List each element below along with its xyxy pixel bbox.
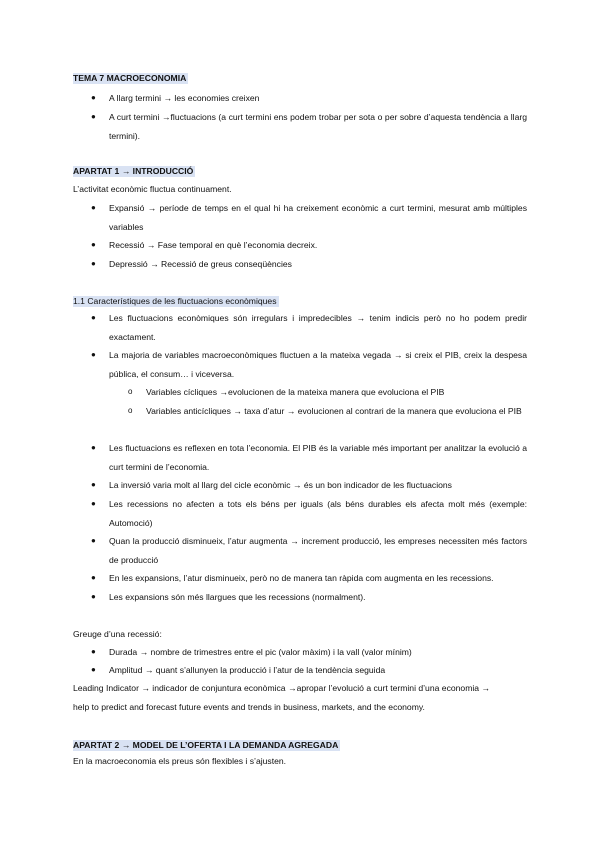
section1-1-sub-bullet-2: Variables anticícliques → taxa d’atur → evolucionen al contrari de la manera que evoluciona el PIB — [146, 406, 522, 416]
intro-bullet-1: A llarg termini → les economies creixen — [109, 93, 260, 103]
bullet-dot: ● — [91, 240, 96, 249]
bullet-dot: ● — [91, 112, 96, 121]
leading-indicator-line-1: Leading Indicator → indicador de conjuntura econòmica →apropar l’evolució a curt termini d’una economia → — [73, 683, 491, 693]
section1-heading: APARTAT 1 → INTRODUCCIÓ — [73, 166, 194, 176]
section2-heading: APARTAT 2 → MODEL DE L’OFERTA I LA DEMANDA AGREGADA — [73, 740, 339, 750]
section1-bullet-3: Depressió → Recessió de greus conseqüències — [109, 259, 292, 269]
intro-bullet-2: A curt termini →fluctuacions (a curt termini ens podem trobar per sota o per sobre d’aquesta tendència a llarg termini). — [109, 112, 527, 141]
bullet-dot: ● — [91, 665, 96, 674]
greuge-bullet-1: Durada → nombre de trimestres entre el pic (valor màxim) i la vall (valor mínim) — [109, 647, 412, 657]
section1-1-bullet-6: Quan la producció disminueix, l’atur augmenta → increment producció, les empreses necessiten més factors de producció — [109, 536, 527, 565]
bullet-dot: ● — [91, 536, 96, 545]
section1-1-bullet-8: Les expansions són més llargues que les recessions (normalment). — [109, 592, 366, 602]
sub-bullet-circle: o — [128, 387, 133, 396]
section1-1-bullet-3: Les fluctuacions es reflexen en tota l’economia. El PIB és la variable més important per analitzar la evolució a curt termini de l’economia. — [109, 443, 527, 472]
sub-bullet-circle: o — [128, 406, 133, 415]
greuge-bullet-2: Amplitud → quant s’allunyen la producció i l’atur de la tendència seguida — [109, 665, 386, 675]
section1-1-bullet-2: La majoria de variables macroeconòmiques fluctuen a la mateixa vegada → si creix el PIB, creix la despesa pública, el consum… i viceversa. — [109, 350, 527, 379]
greuge-heading: Greuge d’una recessió: — [73, 629, 162, 639]
section1-paragraph: L’activitat econòmic fluctua continuament. — [73, 184, 232, 194]
bullet-dot: ● — [91, 93, 96, 102]
section1-1-bullet-7: En les expansions, l’atur disminueix, però no de manera tan ràpida com augmenta en les recessions. — [109, 573, 494, 583]
bullet-dot: ● — [91, 499, 96, 508]
section1-bullet-2: Recessió → Fase temporal en què l’economia decreix. — [109, 240, 318, 250]
section2-paragraph: En la macroeconomia els preus són flexibles i s’ajusten. — [73, 756, 287, 766]
bullet-dot: ● — [91, 313, 96, 322]
section1-1-bullet-4: La inversió varia molt al llarg del cicle econòmic → és un bon indicador de les fluctuacions — [109, 480, 452, 490]
section1-1-heading: 1.1 Característiques de les fluctuacions econòmiques — [73, 296, 277, 306]
section1-1-bullet-1: Les fluctuacions econòmiques són irregulars i impredecibles → tenim indicis però no ho podem predir exactament. — [109, 313, 527, 342]
section1-bullet-1: Expansió → període de temps en el qual hi ha creixement econòmic a curt termini, mesurat amb múltiples variables — [109, 203, 527, 232]
bullet-dot: ● — [91, 647, 96, 656]
bullet-dot: ● — [91, 573, 96, 582]
leading-indicator-line-2: help to predict and forecast future events and trends in business, markets, and the economy. — [73, 702, 425, 712]
bullet-dot: ● — [91, 259, 96, 268]
bullet-dot: ● — [91, 203, 96, 212]
document-title: TEMA 7 MACROECONOMIA — [73, 73, 187, 83]
section1-1-sub-bullet-1: Variables cícliques →evolucionen de la mateixa manera que evoluciona el PIB — [146, 387, 445, 397]
bullet-dot: ● — [91, 443, 96, 452]
bullet-dot: ● — [91, 592, 96, 601]
bullet-dot: ● — [91, 480, 96, 489]
section1-1-bullet-5: Les recessions no afecten a tots els béns per iguals (als béns durables els afecta molt més (exemple: Automoció) — [109, 499, 527, 528]
bullet-dot: ● — [91, 350, 96, 359]
